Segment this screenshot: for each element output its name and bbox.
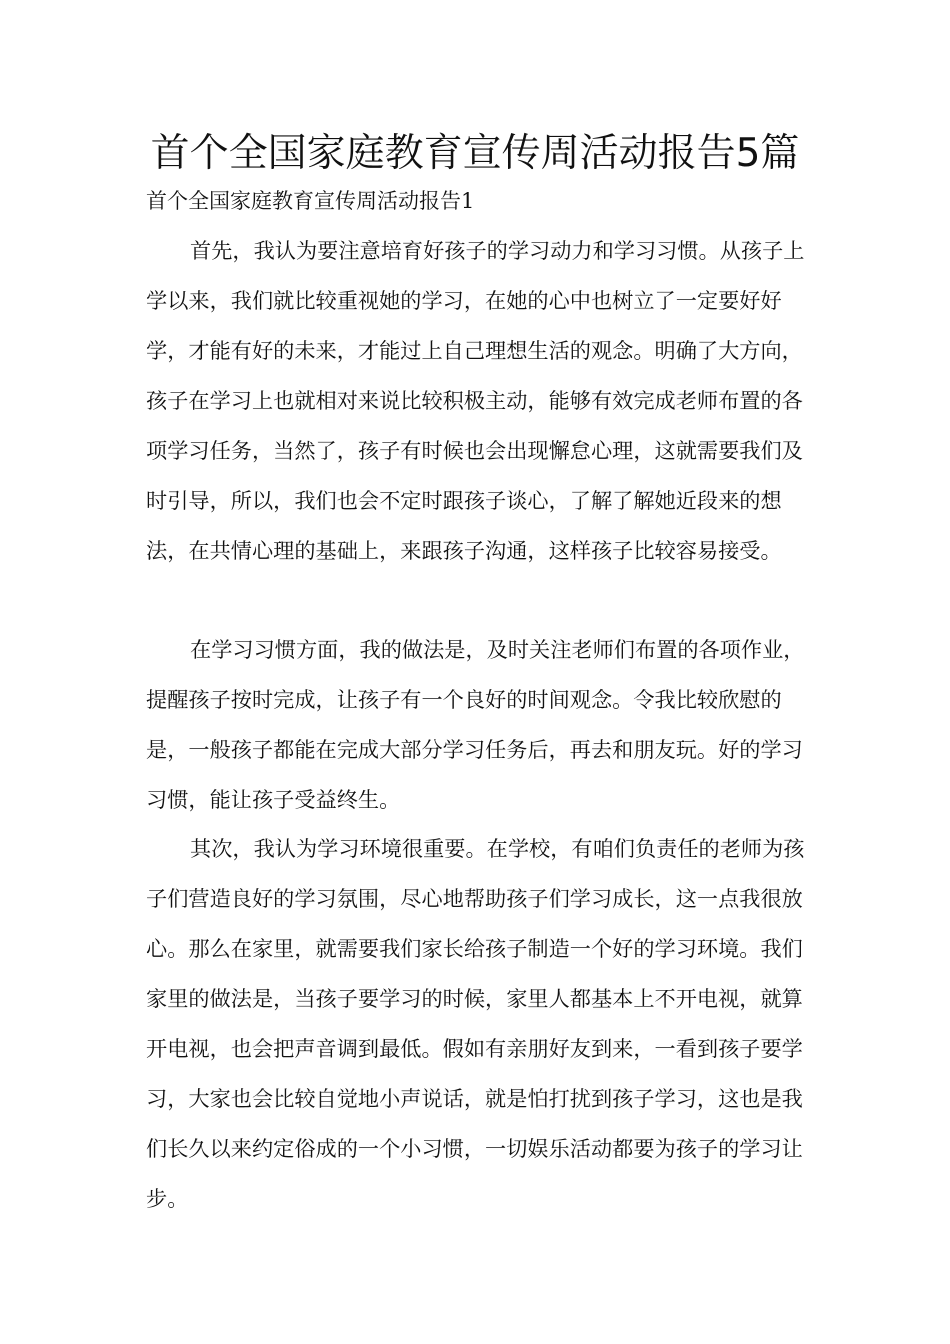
document-subtitle: 首个全国家庭教育宣传周活动报告1 <box>146 189 475 213</box>
paragraph-1: 首先，我认为要注意培育好孩子的学习动力和学习习惯。从孩子上学以来，我们就比较重视她的学习，在她的心中也树立了一定要好好学，才能有好的未来，才能过上自己理想生活的观念。明确了大方向，孩子在学习上也就相对来说比较积极主动，能够有效完成老师布置的各项学习任务，当然了，孩子有时候也会出现懈怠心理，这就需要我们及时引导，所以，我们也会不定时跟孩子谈心，了解了解她近段来的想法，在共情心理的基础上，来跟孩子沟通，这样孩子比较容易接受。 <box>146 238 805 563</box>
paragraph-3: 其次，我认为学习环境很重要。在学校，有咱们负责任的老师为孩子们营造良好的学习氛围，尽心地帮助孩子们学习成长，这一点我很放心。那么在家里，就需要我们家长给孩子制造一个好的学习环境。我们家里的做法是，当孩子要学习的时候，家里人都基本上不开电视，就算开电视，也会把声音调到最低。假如有亲朋好友到来，一看到孩子要学习，大家也会比较自觉地小声说话，就是怕打扰到孩子学习，这也是我们长久以来约定俗成的一个小习惯，一切娱乐活动都要为孩子的学习让步。 <box>146 836 805 1211</box>
paragraph-2: 在学习习惯方面，我的做法是，及时关注老师们布置的各项作业，提醒孩子按时完成，让孩子有一个良好的时间观念。令我比较欣慰的是，一般孩子都能在完成大部分学习任务后，再去和朋友玩。好的学习习惯，能让孩子受益终生。 <box>146 637 805 812</box>
document-title: 首个全国家庭教育宣传周活动报告5篇 <box>150 131 800 176</box>
